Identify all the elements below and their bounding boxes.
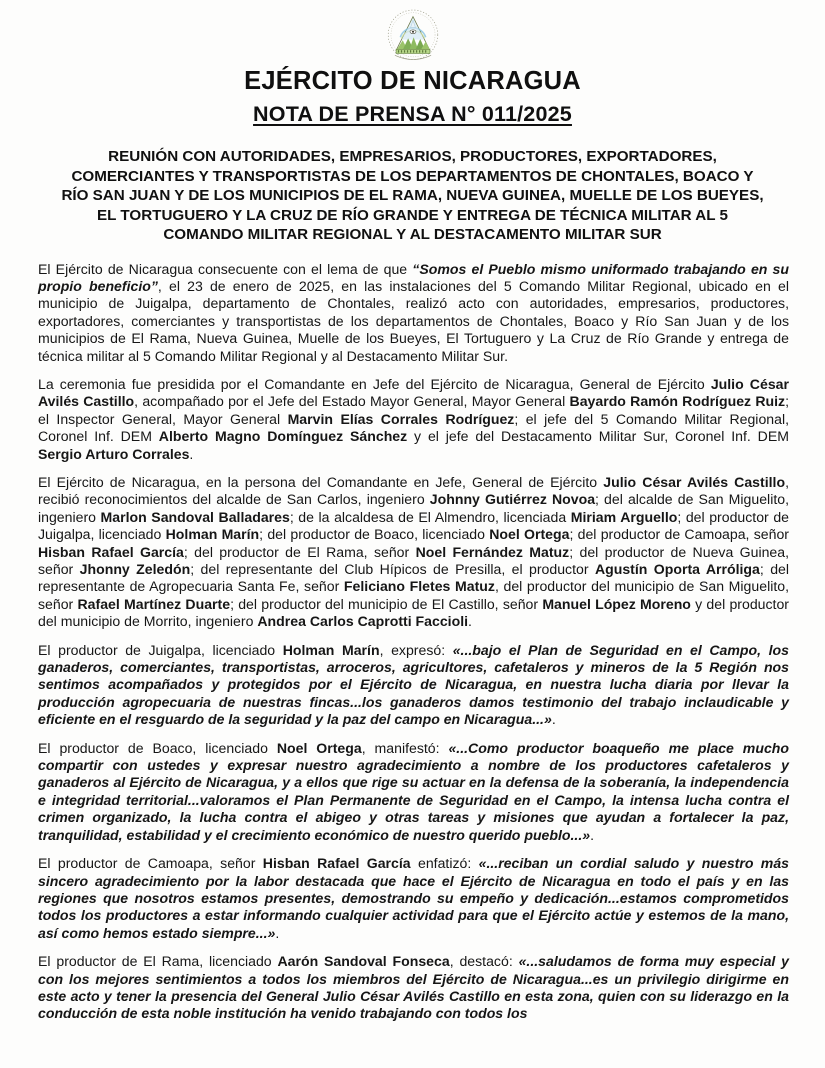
- paragraph-recognitions: [38, 474, 789, 631]
- person-name: Andrea Carlos Caprotti Faccioli: [257, 613, 469, 630]
- text-segment: , recibió reconocimientos del alcalde de San Carlos, ingeniero: [38, 473, 789, 508]
- text-segment: , destacó:: [449, 953, 519, 970]
- quotation-text: «...Como productor boaqueño me place mucho compartir con ustedes y expresar nuestro agradecimiento a nombre de los productores cafetaleros y ganaderos al Ejército de Nicaragua, y a ellos que rige su actuar en la defensa de la soberanía, la independencia e integridad territorial...valoramos el Plan Permanente de Seguridad en el Campo, la intensa lucha contra el crimen organizado, la lucha contra el abigeo y otras tareas y misiones que ayudan a fortalecer la paz, tranquilidad, estabilidad y el crecimiento económico de nuestro querido pueblo...»: [38, 739, 789, 843]
- person-name: Jhonny Zeledón: [79, 561, 191, 577]
- paragraph-quote-noel-ortega: [38, 740, 789, 844]
- text-segment: El productor de Boaco, licenciado: [38, 739, 277, 756]
- text-segment: ; de la alcaldesa de El Almendro, licenciada: [289, 508, 571, 525]
- press-note-line: [0, 102, 825, 127]
- text-segment: ; el jefe del 5 Comando Militar Regional, Coronel Inf. DEM: [38, 410, 790, 445]
- person-name: Julio César Avilés Castillo: [603, 473, 786, 490]
- text-segment: y el jefe del Destacamento Militar Sur, Coronel Inf. DEM: [407, 428, 789, 445]
- person-name: Aarón Sandoval Fonseca: [277, 953, 450, 970]
- paragraph-ceremony-officials: [38, 376, 789, 463]
- text-segment: enfatizó:: [410, 855, 479, 872]
- text-segment: .: [590, 826, 595, 843]
- quotation-text: «...reciban un cordial saludo y nuestro más sincero agradecimiento por la labor destacada que hace el Ejército de Nicaragua en todo el país y en las regiones que nosotros estamos presentes, demostrando su empeño y dedicación...estamos comprometidos todos los productores a estar informando cualquier actividad para que el Ejército actúe y estemos de la mano, así como hemos estado siempre...»: [38, 855, 790, 941]
- person-name: Agustín Oporta Arróliga: [594, 561, 760, 577]
- quotation-text: «...bajo el Plan de Seguridad en el Campo, los ganaderos, comerciantes, transportistas, arroceros, agricultores, cafetaleros y mineros de la 5 Región nos sentimos acompañados y protegidos por el Ejército de Nicaragua, en nuestra lucha diaria por llevar la producción agropecuaria de nuestras fincas...los ganaderos damos testimonio del trabajo inclaudicable y eficiente en el resguardo de la seguridad y la paz del campo en Nicaragua...»: [38, 641, 789, 728]
- person-name: Miriam Arguello: [570, 508, 678, 525]
- person-name: Julio César Avilés Castillo: [38, 375, 789, 410]
- paragraph-quote-hisban-rafael-garcia: [38, 855, 789, 942]
- coat-of-arms-of-nicaragua-icon: [382, 7, 444, 65]
- subject-heading: [38, 147, 787, 245]
- text-segment: , del productor del municipio de San Miguelito, señor: [38, 578, 789, 612]
- text-segment: ; del representante del Club Hípicos de Presilla, el productor: [190, 561, 595, 577]
- paragraph-quote-holman-marin: [38, 642, 789, 729]
- text-segment: , expresó:: [379, 641, 453, 658]
- person-name: Bayardo Ramón Rodríguez Ruiz: [569, 393, 786, 410]
- subject-line: COMERCIANTES Y TRANSPORTISTAS DE LOS DEPARTAMENTOS DE CHONTALES, BOACO Y: [71, 167, 754, 185]
- person-name: Noel Ortega: [489, 526, 570, 543]
- person-name: Hisban Rafael García: [262, 855, 411, 872]
- person-name: Manuel López Moreno: [542, 595, 691, 612]
- text-segment: El Ejército de Nicaragua consecuente con el lema de que: [38, 260, 413, 277]
- subject-line: REUNIÓN CON AUTORIDADES, EMPRESARIOS, PRODUCTORES, EXPORTADORES,: [108, 148, 717, 165]
- text-segment: ; del productor de El Rama, señor: [183, 543, 416, 560]
- text-segment: ; del productor del municipio de El Castillo, señor: [230, 595, 543, 612]
- organization-title: EJÉRCITO DE NICARAGUA: [244, 67, 581, 95]
- emblem-container: [0, 0, 825, 65]
- person-name: Noel Ortega: [276, 739, 362, 756]
- text-segment: .: [275, 924, 280, 941]
- person-name: Rafael Martínez Duarte: [77, 595, 231, 612]
- person-name: Marlon Sandoval Balladares: [100, 508, 290, 525]
- quotation-text: «...saludamos de forma muy especial y con los mejores sentimientos a todos los miembros del Ejército de Nicaragua...es un privilegio dirigirme en este acto y tener la presencia del General Julio César Avilés Castillo en esta zona, quien con su liderazgo en la conducción de esta noble institución ha venido trabajando con todos los: [38, 953, 789, 1022]
- text-segment: El productor de El Rama, licenciado: [38, 953, 278, 970]
- text-segment: y del productor del municipio de Morrito, ingeniero: [38, 595, 789, 630]
- person-name: Feliciano Fletes Matuz: [343, 578, 495, 595]
- text-segment: ; del representante de Agropecuaria Santa Fe, señor: [38, 561, 790, 595]
- subject-line: EL TORTUGUERO Y LA CRUZ DE RÍO GRANDE Y ENTREGA DE TÉCNICA MILITAR AL 5: [97, 206, 728, 224]
- text-segment: ; del productor de Boaco, licenciado: [259, 526, 490, 543]
- press-note-number: NOTA DE PRENSA N° 011/2025: [253, 102, 572, 126]
- person-name: Sergio Arturo Corrales: [38, 445, 190, 462]
- person-name: Noel Fernández Matuz: [415, 543, 570, 560]
- person-name: Johnny Gutiérrez Novoa: [429, 491, 596, 508]
- text-segment: .: [468, 613, 472, 630]
- text-segment: ; del productor de Nueva Guinea, señor: [38, 543, 790, 577]
- person-name: Alberto Magno Domínguez Sánchez: [158, 428, 408, 445]
- text-segment: ; del productor de Camoapa, señor: [569, 526, 789, 543]
- text-segment: , acompañado por el Jefe del Estado Mayor General, Mayor General: [134, 393, 570, 410]
- text-segment: ; el Inspector General, Mayor General: [38, 393, 790, 427]
- person-name: Holman Marín: [165, 526, 260, 543]
- text-segment: .: [551, 711, 556, 728]
- document-body: [38, 261, 789, 1023]
- text-segment: ; del alcalde de San Miguelito, ingeniero: [38, 491, 789, 525]
- person-name: Hisban Rafael García: [38, 543, 184, 560]
- person-name: Marvin Elías Corrales Rodríguez: [287, 410, 515, 427]
- text-segment: El productor de Juigalpa, licenciado: [38, 641, 283, 658]
- text-segment: ; del productor de Juigalpa, licenciado: [38, 508, 789, 543]
- text-segment: , el 23 de enero de 2025, en las instalaciones del 5 Comando Militar Regional, ubicado en el municipio de Juigalpa, departamento de Chontales, realizó acto con autoridades, empresarios, productores, exportadores, comerciantes y transportistas de los departamentos de Chontales, Boaco y Río San Juan y de los municipios de El Rama, Nueva Guinea, Muelle de los Bueyes, El Tortuguero y La Cruz de Río Grande y entrega de técnica militar al 5 Comando Militar Regional y al Destacamento Militar Sur.: [38, 277, 789, 364]
- text-segment: La ceremonia fue presidida por el Comandante en Jefe del Ejército de Nicaragua, General de Ejército: [38, 375, 711, 392]
- subject-line: RÍO SAN JUAN Y DE LOS MUNICIPIOS DE EL RAMA, NUEVA GUINEA, MUELLE DE LOS BUEYES,: [61, 187, 764, 204]
- person-name: Holman Marín: [282, 641, 380, 658]
- paragraph-quote-aaron-sandoval-fonseca: [38, 953, 789, 1023]
- text-segment: .: [189, 445, 194, 462]
- text-segment: El Ejército de Nicaragua, en la persona del Comandante en Jefe, General de Ejército: [38, 473, 604, 490]
- motto-text: “Somos el Pueblo mismo uniformado trabajando en su propio beneficio”: [38, 260, 789, 294]
- paragraph-intro: [38, 261, 789, 365]
- text-segment: El productor de Camoapa, señor: [38, 855, 263, 872]
- subject-line: COMANDO MILITAR REGIONAL Y AL DESTACAMENTO MILITAR SUR: [163, 226, 662, 243]
- text-segment: , manifestó:: [361, 739, 449, 756]
